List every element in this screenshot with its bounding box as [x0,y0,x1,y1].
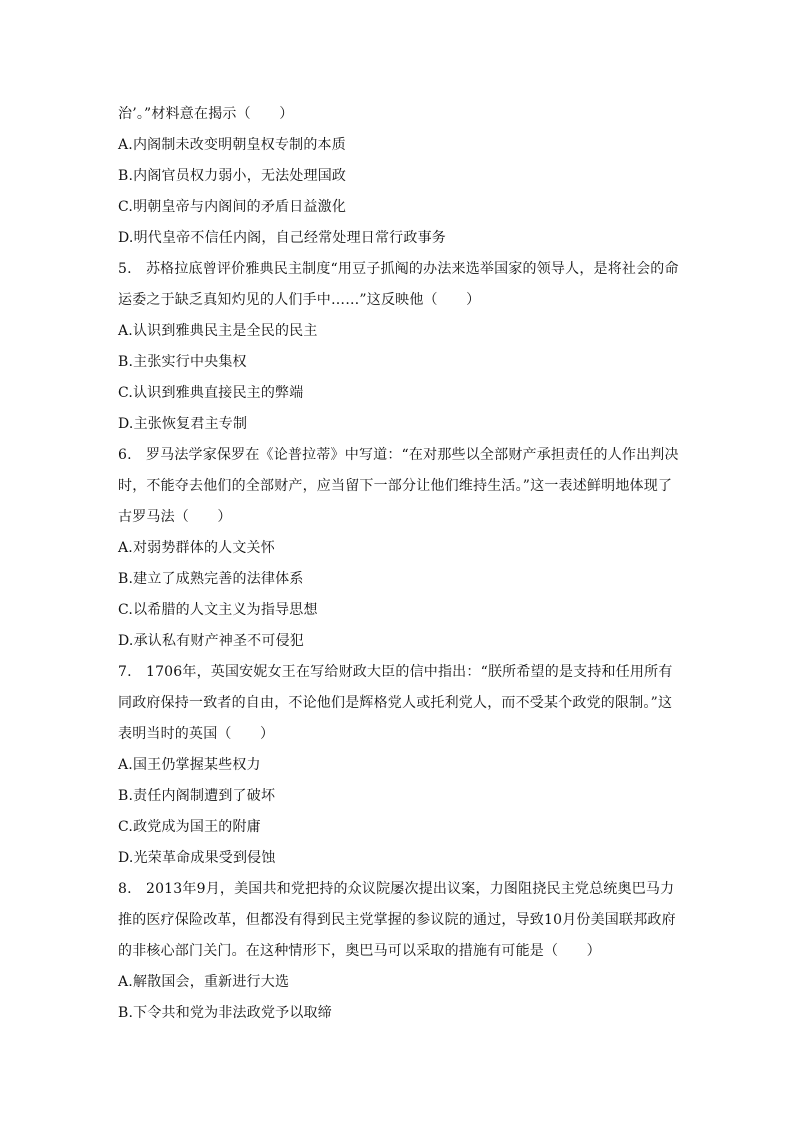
q7-option-a: A.国王仍掌握某些权力 [118,757,261,773]
q4-option-b: B.内阁官员权力弱小，无法处理国政 [118,168,347,184]
q5-stem-line-1: 5. 苏格拉底曾评价雅典民主制度“用豆子抓阄的办法来选举国家的领导人，是将社会的命 [118,261,679,277]
q6-option-b: B.建立了成熟完善的法律体系 [118,571,304,587]
q4-option-d: D.明代皇帝不信任内阁，自己经常处理日常行政事务 [118,230,446,246]
q4-option-c: C.明朝皇帝与内阁间的矛盾日益激化 [118,199,347,215]
q6-stem-line-1: 6. 罗马法学家保罗在《论普拉蒂》中写道：“在对那些以全部财产承担责任的人作出判决 [118,447,679,463]
q8-stem-line-1: 8. 2013年9月，美国共和党把持的众议院屡次提出议案，力图阻挠民主党总统奥巴马力 [118,881,675,897]
q5-option-c: C.认识到雅典直接民主的弊端 [118,385,304,401]
q5-option-b: B.主张实行中央集权 [118,354,247,370]
q7-option-c: C.政党成为国王的附庸 [118,819,261,835]
q6-option-a: A.对弱势群体的人文关怀 [118,540,275,556]
q8-stem-line-3: 的非核心部门关门。在这种情形下，奥巴马可以采取的措施有可能是（ ） [118,943,601,959]
q6-option-d: D.承认私有财产神圣不可侵犯 [118,633,304,649]
q6-stem-line-3: 古罗马法（ ） [118,509,232,525]
q7-stem-line-3: 表明当时的英国（ ） [118,726,275,742]
q8-stem-line-2: 推的医疗保险改革，但都没有得到民主党掌握的参议院的通过，导致10月份美国联邦政府 [118,912,676,928]
q7-stem-line-2: 同政府保持一致者的自由，不论他们是辉格党人或托利党人，而不受某个政党的限制。”这 [118,695,673,711]
q7-stem-line-1: 7. 1706年，英国安妮女王在写给财政大臣的信中指出：“朕所希望的是支持和任用所有 [118,664,673,680]
q8-option-b: B.下令共和党为非法政党予以取缔 [118,1005,332,1021]
q8-option-a: A.解散国会，重新进行大选 [118,974,290,990]
q6-stem-line-2: 时，不能夺去他们的全部财产，应当留下一部分让他们维持生活。”这一表述鲜明地体现了 [118,478,673,494]
q5-option-a: A.认识到雅典民主是全民的民主 [118,323,318,339]
q5-stem-line-2: 运委之于缺乏真知灼见的人们手中……”这反映他（ ） [118,292,481,308]
q6-option-c: C.以希腊的人文主义为指导思想 [118,602,318,618]
q5-option-d: D.主张恢复君主专制 [118,416,248,432]
q4-stem-end: 治’。”材料意在揭示（ ） [118,106,294,122]
q4-option-a: A.内阁制未改变明朝皇权专制的本质 [118,137,346,153]
q7-option-d: D.光荣革命成果受到侵蚀 [118,850,276,866]
q7-option-b: B.责任内阁制遭到了破坏 [118,788,276,804]
